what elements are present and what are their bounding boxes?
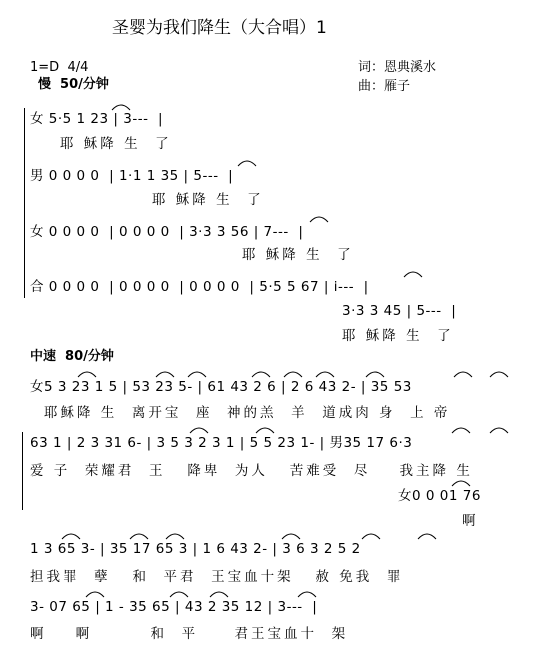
lyrics-row: 耶 稣降 生 了: [242, 247, 354, 263]
key-signature: 1=D 4/4: [30, 60, 89, 75]
staff-row-female-3: 女5 3 23 1 5 | 53 23 5- | 61 43 2 6 | 2 6 43 2- | 35 53: [30, 379, 412, 395]
page-title: 圣婴为我们降生（大合唱）1: [112, 18, 327, 38]
lyrics-row: 啊: [462, 513, 479, 529]
lyrics-row: 爱 子 荣耀君 王 降卑 为人 苦难受 尽 我主降 生: [30, 463, 473, 479]
tempo-marking-2: 中速 80/分钟: [30, 349, 114, 364]
staff-row-male: 男 0 0 0 0 | 1·1 1 35 | 5--- |: [30, 168, 234, 184]
staff-row-closing-1: 1 3 65 3- | 35 17 65 3 | 1 6 43 2- | 3 6 3 2 5 2: [30, 541, 361, 557]
lyrics-row: 耶 稣降 生 了: [342, 328, 454, 344]
lyrics-row: 担我罪 孽 和 平君 王宝血十架 赦 免我 罪: [30, 569, 404, 585]
staff-row-mixed: 63 1 | 2 3 31 6- | 3 5 3 2 3 1 | 5 5 23 1- | 男35 17 6·3: [30, 435, 413, 451]
staff-row-chorus: 合 0 0 0 0 | 0 0 0 0 | 0 0 0 0 | 5·5 5 67 | i--- |: [30, 279, 369, 295]
composer-credit: 曲：雁子: [358, 79, 411, 94]
lyrics-row: 耶 稣降 生 了: [60, 136, 172, 152]
staff-row-chorus-lower: 3·3 3 45 | 5--- |: [342, 303, 457, 319]
staff-row-female-1: 女 5·5 1 23 | 3--- |: [30, 111, 164, 127]
lyrics-row: 啊 啊 和 平 君王宝血十 架: [30, 626, 349, 642]
staff-row-female-echo: 女0 0 01 76: [398, 488, 481, 504]
tempo-marking-1: 慢 50/分钟: [38, 77, 109, 92]
staff-row-female-2: 女 0 0 0 0 | 0 0 0 0 | 3·3 3 56 | 7--- |: [30, 224, 304, 240]
lyrics-row: 耶稣降 生 离开宝 座 神的羔 羊 道成肉 身 上 帝: [44, 405, 451, 421]
lyricist-credit: 词：恩典溪水: [358, 60, 437, 75]
staff-row-closing-2: 3- 07 65 | 1 - 35 65 | 43 2 35 12 | 3--- |: [30, 599, 318, 615]
lyrics-row: 耶 稣降 生 了: [152, 192, 264, 208]
